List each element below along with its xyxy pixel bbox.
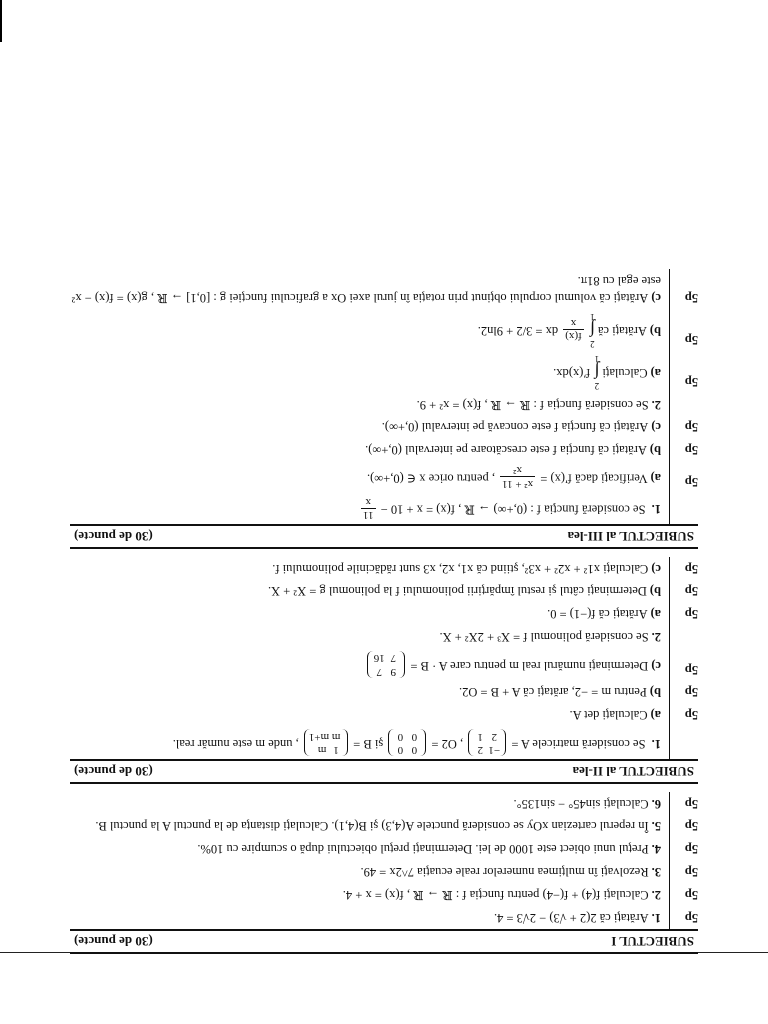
problem-number: 2. bbox=[651, 630, 661, 645]
problem-text: Se consideră polinomul f = X³ + 2X² + X. bbox=[439, 630, 649, 645]
problem-number: 2. bbox=[651, 397, 661, 412]
item-letter: b) bbox=[649, 323, 661, 338]
integral-limits: 2 ∫ 1 bbox=[589, 311, 595, 349]
problem-text: , unde m este număr real. bbox=[172, 736, 299, 751]
exercise-row bbox=[70, 883, 698, 906]
item-letter: c) bbox=[651, 420, 661, 435]
exercise-row bbox=[70, 439, 698, 462]
item-text: Calculaţi bbox=[602, 365, 648, 380]
matrix-b: 1m mm+1 bbox=[304, 729, 348, 755]
item-letter: a) bbox=[650, 607, 661, 622]
item-text: Arătaţi că funcţia f este crescătoare pe intervalul (0,+∞). bbox=[365, 443, 647, 458]
fraction: x² + 11 x² bbox=[502, 464, 534, 490]
problem-text: şi B = bbox=[353, 736, 384, 751]
item-text-tail: , pentru orice x ∈ (0,+∞). bbox=[366, 471, 495, 486]
exercise-row bbox=[70, 792, 698, 815]
matrix-o2: 00 00 bbox=[388, 729, 426, 755]
item-number: 3. bbox=[651, 865, 661, 880]
section-points: (30 de puncte) bbox=[74, 763, 153, 779]
exercise-row bbox=[70, 838, 698, 861]
exam-content bbox=[70, 269, 698, 954]
exercise-row bbox=[70, 603, 698, 626]
exercise-row bbox=[70, 309, 698, 351]
exercise-row bbox=[70, 906, 698, 929]
item-text: Determinaţi numărul real m pentru care A · B = bbox=[410, 658, 649, 673]
item-letter: a) bbox=[650, 471, 661, 486]
item-letter: c) bbox=[651, 290, 661, 305]
exercise-row bbox=[70, 269, 698, 309]
points-label: 5p bbox=[684, 290, 698, 305]
problem-number: 1. bbox=[651, 736, 661, 751]
points-label: 5p bbox=[684, 662, 698, 677]
problem-number: 1. bbox=[651, 502, 661, 517]
exercise-row bbox=[70, 648, 698, 680]
points-label: 5p bbox=[684, 865, 698, 880]
item-text-tail: dx = 3/2 + 9ln2. bbox=[477, 323, 559, 338]
exercise-row bbox=[70, 580, 698, 603]
item-number: 2. bbox=[651, 888, 661, 903]
item-text: Arătaţi că f(−1) = 0. bbox=[547, 607, 648, 622]
problem-intro bbox=[70, 393, 698, 416]
matrix-a: −12 21 bbox=[468, 729, 506, 755]
exercise-row bbox=[70, 860, 698, 883]
section-header-1 bbox=[70, 929, 698, 954]
exercise-row bbox=[70, 416, 698, 439]
item-text: Arătaţi că bbox=[597, 323, 647, 338]
problem-intro bbox=[70, 625, 698, 648]
exercise-row bbox=[70, 351, 698, 393]
points-label: 5p bbox=[684, 561, 698, 576]
item-letter: b) bbox=[649, 443, 661, 458]
section-points: (30 de puncte) bbox=[74, 934, 153, 949]
exercise-row bbox=[70, 557, 698, 580]
problem-text: , O2 = bbox=[431, 736, 464, 751]
matrix-target: 97 716 bbox=[367, 651, 405, 677]
item-number: 6. bbox=[651, 796, 661, 811]
points-label: 5p bbox=[684, 819, 698, 834]
section-title: SUBIECTUL I bbox=[611, 934, 694, 949]
points-label: 5p bbox=[684, 796, 698, 811]
item-number: 5. bbox=[651, 819, 661, 834]
points-label: 5p bbox=[684, 708, 698, 723]
exercise-row bbox=[70, 681, 698, 704]
exercise-row bbox=[70, 704, 698, 727]
exercise-row bbox=[70, 815, 698, 838]
fraction: f(x) x bbox=[565, 317, 582, 343]
item-text: Arătaţi că 2(2 + √3) − 2√3 = 4. bbox=[494, 911, 649, 925]
points-label: 5p bbox=[684, 911, 698, 925]
problem-text: Se consideră funcţia f : (0,+∞) → ℝ , f(x) = x + 10 − bbox=[380, 502, 646, 517]
item-letter: b) bbox=[649, 685, 661, 700]
points-label: 5p bbox=[684, 842, 698, 857]
item-text-tail: f′(x)dx. bbox=[553, 365, 591, 380]
points-label: 5p bbox=[684, 474, 698, 489]
item-letter: c) bbox=[651, 658, 661, 673]
points-label: 5p bbox=[684, 685, 698, 700]
item-text: În reperul cartezian xOy se consideră punctele A(4,3) şi B(4,1). Calculaţi distanţa de la punctul A la punctul B. bbox=[95, 819, 649, 834]
item-text: Verificaţi dacă f′(x) = bbox=[540, 471, 648, 486]
item-text: Calculaţi x1² + x2² + x3², ştiind că x1, x2, x3 sunt rădăcinile polinomului f. bbox=[272, 561, 649, 576]
item-text: Calculaţi f(4) + f(−4) pentru funcţia f : ℝ → ℝ , f(x) = x + 4. bbox=[342, 888, 649, 903]
points-label: 5p bbox=[684, 443, 698, 458]
points-label: 5p bbox=[684, 332, 698, 347]
item-letter: c) bbox=[651, 561, 661, 576]
section-header-3 bbox=[70, 524, 698, 549]
item-letter: b) bbox=[649, 584, 661, 599]
item-text: Calculaţi sin45° − sin135°. bbox=[513, 796, 649, 811]
integral-limits: 2 ∫ 1 bbox=[594, 353, 600, 391]
item-letter: a) bbox=[650, 365, 661, 380]
section-title: SUBIECTUL al III-lea bbox=[567, 528, 694, 544]
item-text: Arătaţi că volumul corpului obţinut prin rotaţia în jurul axei Ox a graficului funcţiei g : [0,1] → ℝ , g(x) = f(x) − x² este egal cu 81π. bbox=[71, 273, 661, 305]
exercise-row bbox=[70, 461, 698, 492]
fraction: 11 x bbox=[362, 495, 374, 521]
item-text: Rezolvaţi în mulţimea numerelor reale ecuaţia 7^2x = 49. bbox=[360, 865, 649, 880]
item-text: Preţul unui obiect este 1000 de lei. Determinaţi preţul obiectului după o scumpire cu 10%. bbox=[197, 842, 649, 857]
item-text: Arătaţi că funcţia f este concavă pe intervalul (0,+∞). bbox=[381, 420, 649, 435]
item-number: 4. bbox=[651, 842, 661, 857]
problem-text: Se consideră funcţia f : ℝ → ℝ , f(x) = x² + 9. bbox=[416, 397, 649, 412]
item-text: Pentru m = −2, arătaţi că A + B = O2. bbox=[458, 685, 647, 700]
item-number: 1. bbox=[651, 911, 661, 925]
problem-text: Se consideră matricele A = bbox=[511, 736, 646, 751]
points-label: 5p bbox=[684, 584, 698, 599]
section-title: SUBIECTUL al II-lea bbox=[572, 763, 694, 779]
problem-intro bbox=[70, 493, 698, 524]
points-label: 5p bbox=[684, 888, 698, 903]
item-text: Determinaţi câtul şi restul împărţirii polinomului f la polinomul g = X² + X. bbox=[267, 584, 647, 599]
problem-intro bbox=[70, 726, 698, 758]
points-label: 5p bbox=[684, 420, 698, 435]
points-label: 5p bbox=[684, 374, 698, 389]
points-label: 5p bbox=[684, 607, 698, 622]
section-points: (30 de puncte) bbox=[74, 528, 153, 544]
item-text: Calculaţi det A. bbox=[569, 708, 648, 723]
section-header-2 bbox=[70, 759, 698, 784]
item-letter: a) bbox=[650, 708, 661, 723]
